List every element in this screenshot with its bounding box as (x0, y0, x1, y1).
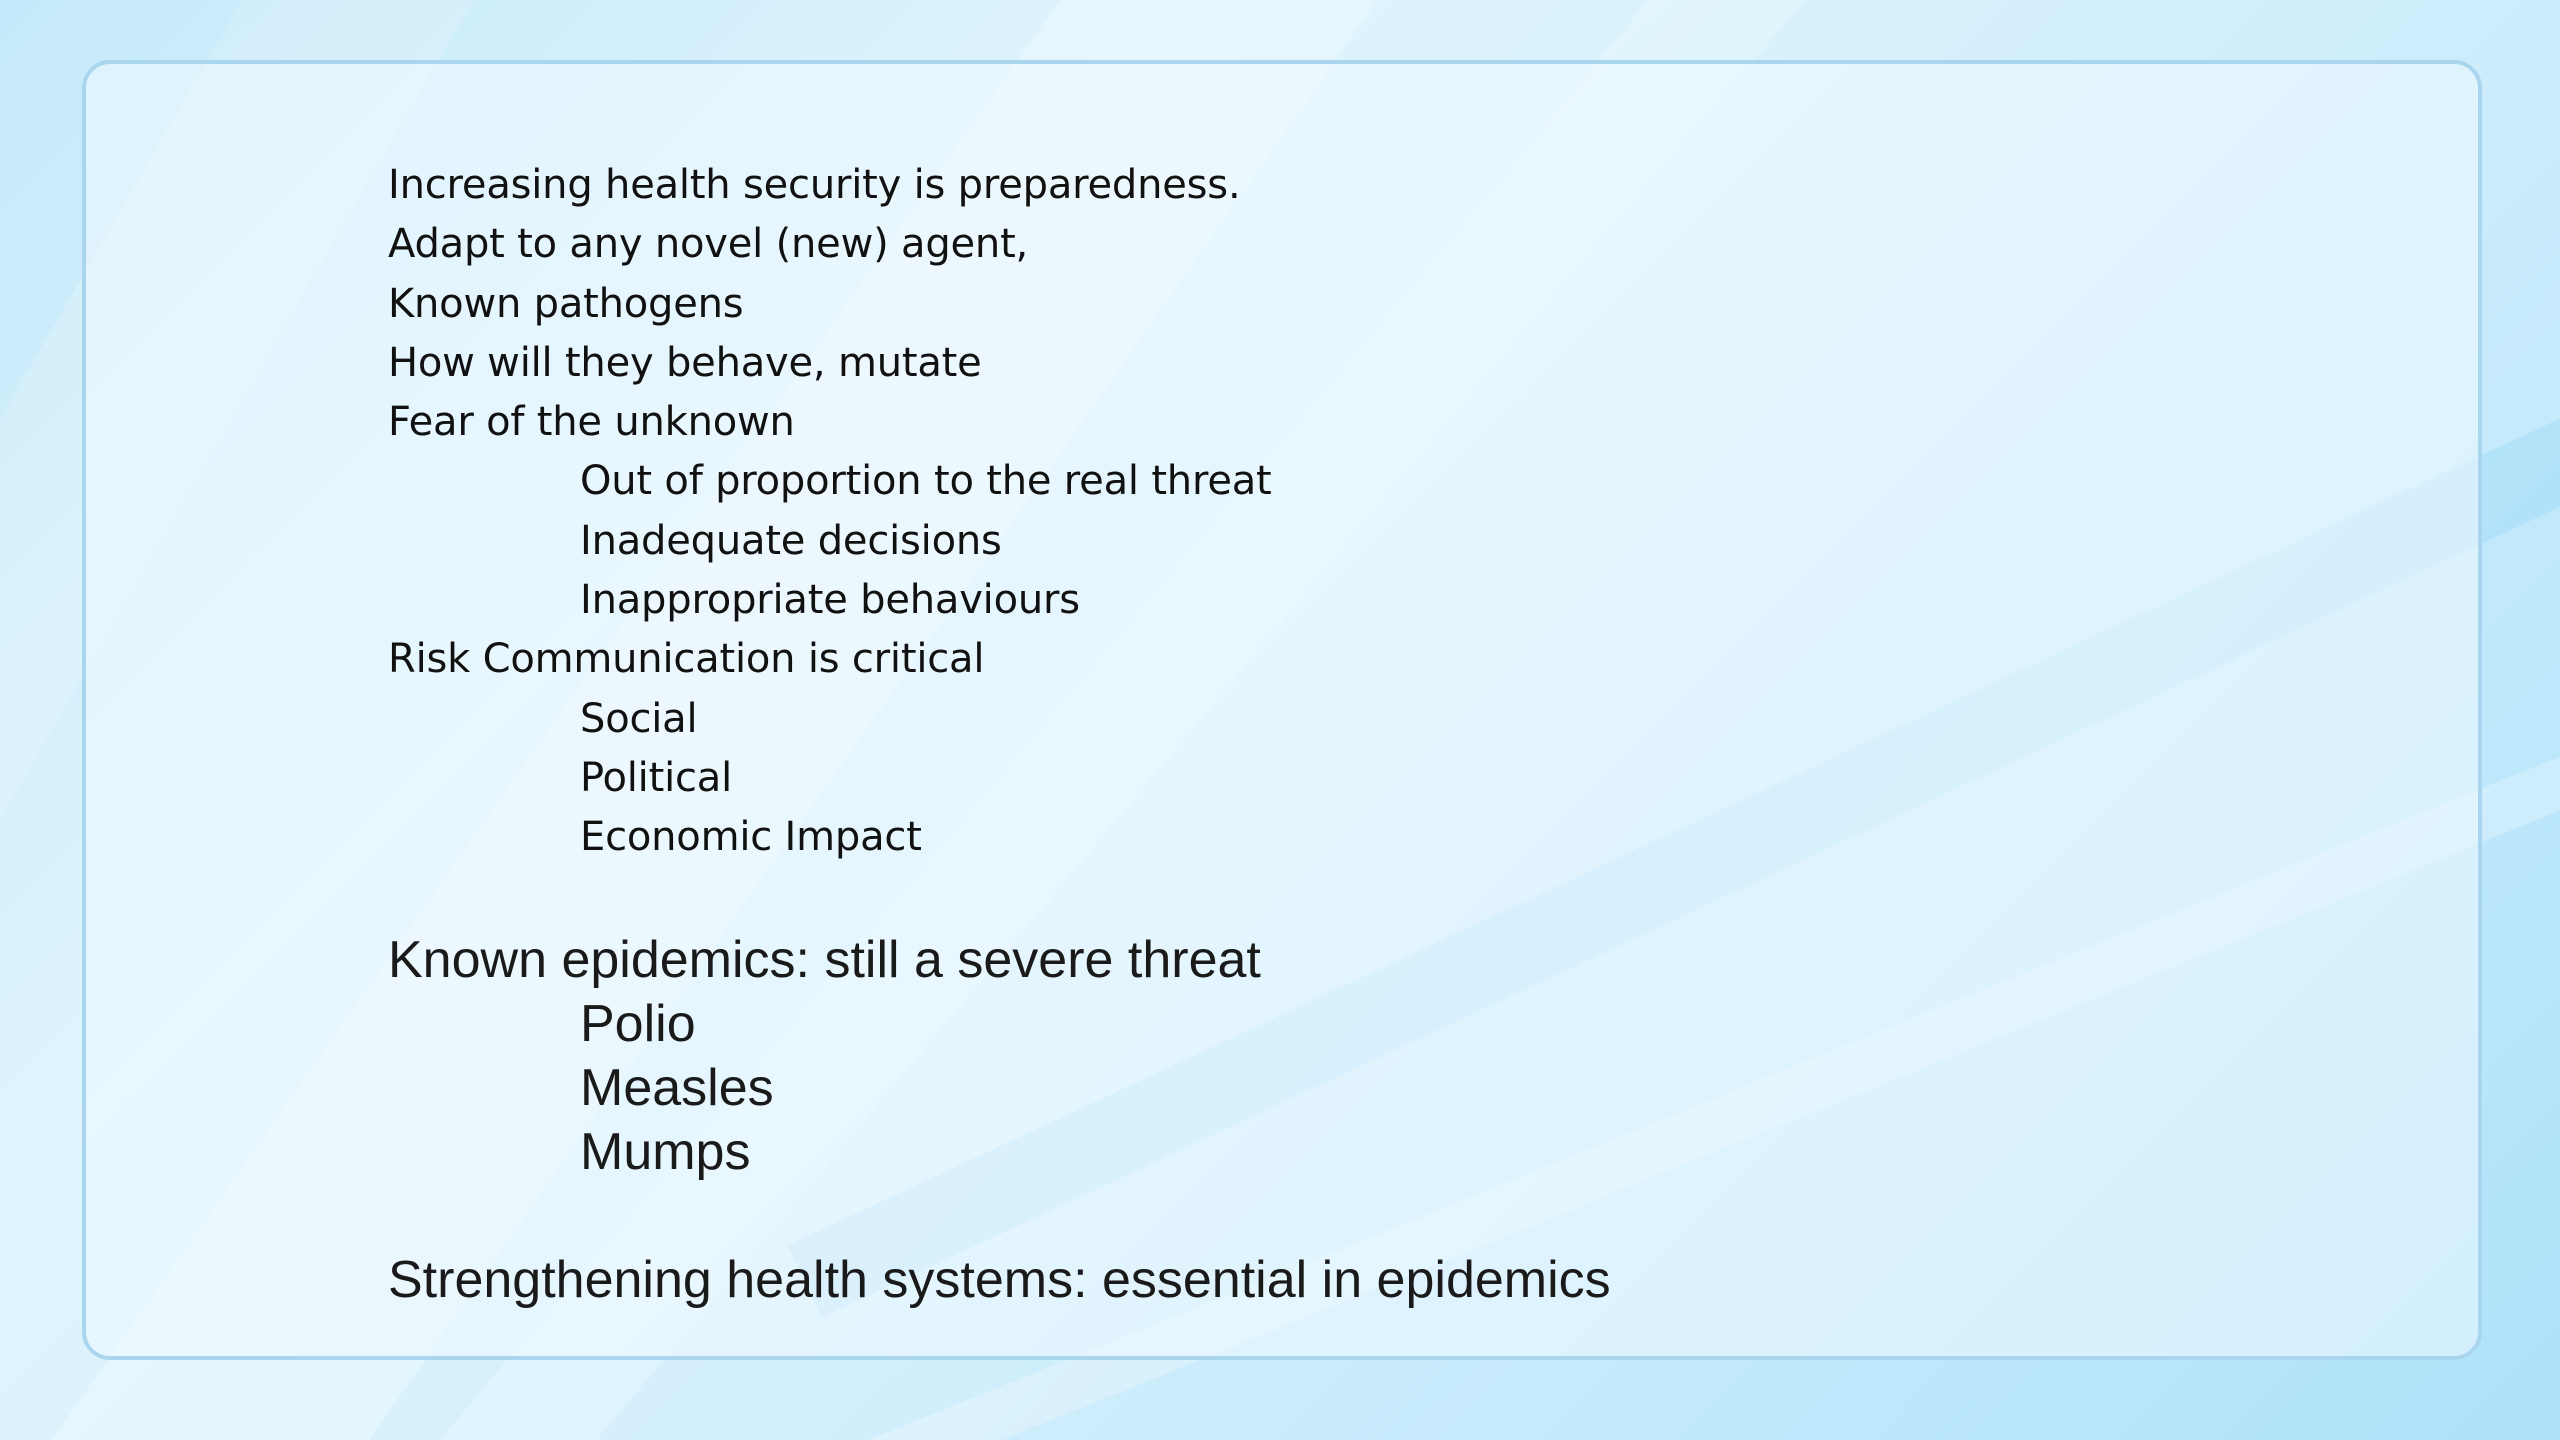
bullet-line: Adapt to any novel (new) agent, (388, 221, 1029, 268)
epidemic-item: Measles (580, 1058, 774, 1117)
bullet-line: How will they behave, mutate (388, 339, 982, 386)
epidemic-item: Polio (580, 994, 696, 1053)
bullet-line: Increasing health security is preparedness. (388, 162, 1241, 208)
text-block-preparedness (388, 156, 2288, 868)
health-systems-statement: Strengthening health systems: essential in epidemics (388, 1250, 1611, 1309)
bullet-line: Risk Communication is critical (388, 636, 985, 683)
bullet-line: Known pathogens (388, 280, 744, 327)
epidemics-heading: Known epidemics: still a severe threat (388, 930, 1261, 989)
sub-bullet-line: Out of proportion to the real threat (580, 458, 1272, 505)
bullet-line: Fear of the unknown (388, 399, 795, 446)
sub-bullet-line: Political (580, 754, 733, 801)
sub-bullet-line: Social (580, 695, 698, 742)
sub-bullet-line: Economic Impact (580, 814, 922, 861)
slide-content (388, 156, 2288, 1312)
text-block-known-epidemics (388, 928, 2288, 1184)
epidemic-item: Mumps (580, 1122, 751, 1181)
sub-bullet-line: Inappropriate behaviours (580, 577, 1080, 624)
sub-bullet-line: Inadequate decisions (580, 517, 1002, 564)
